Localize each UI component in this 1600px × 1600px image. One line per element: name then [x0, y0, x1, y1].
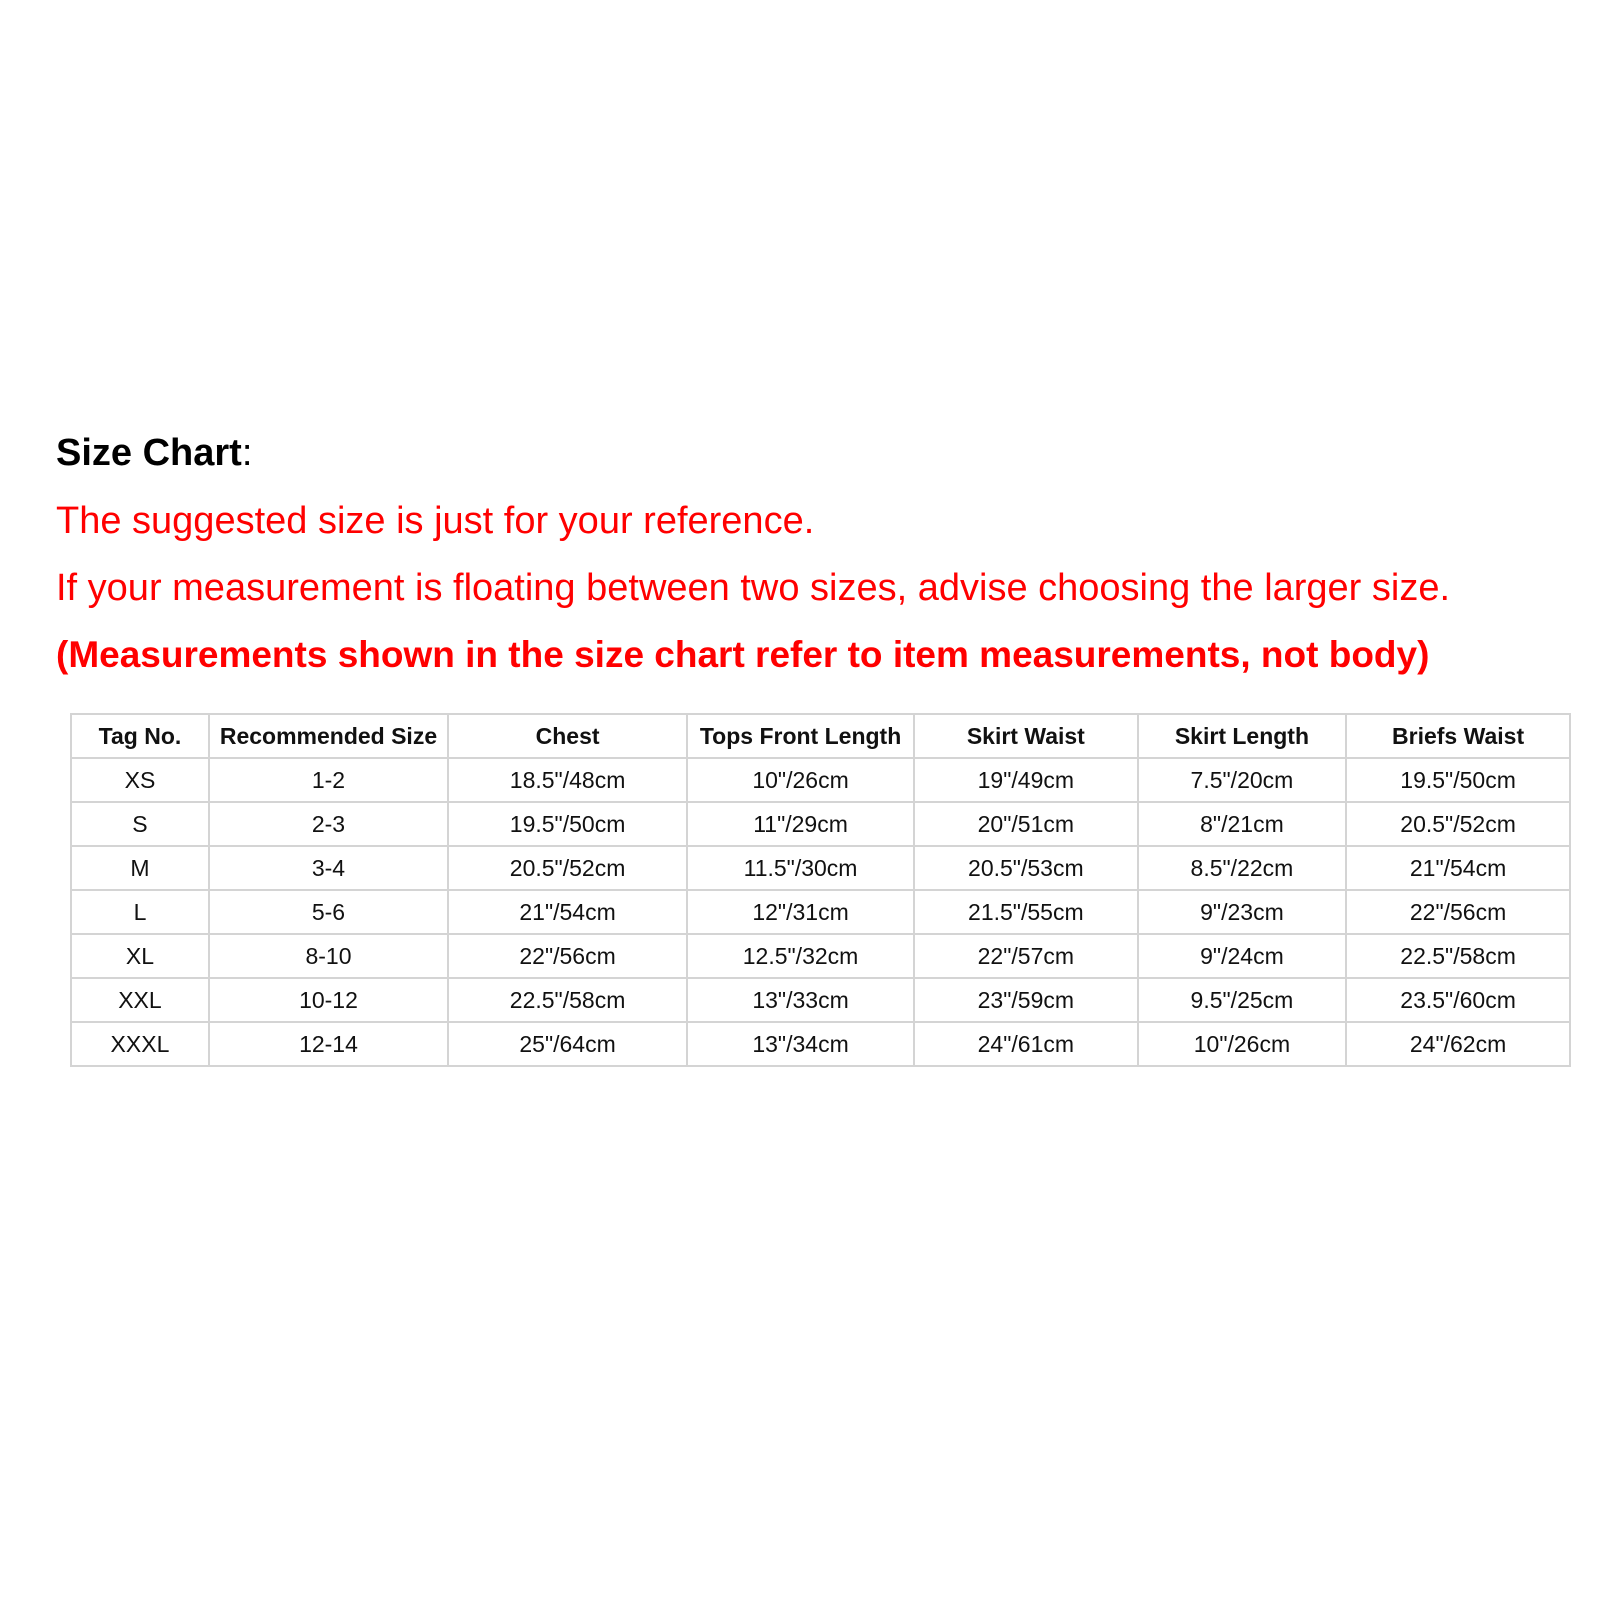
cell-briefs-waist: 20.5"/52cm	[1346, 802, 1570, 846]
cell-chest: 19.5"/50cm	[448, 802, 687, 846]
table-row	[71, 846, 1570, 890]
column-header-chest: Chest	[448, 714, 687, 758]
cell-tops-front-length: 13"/34cm	[687, 1022, 914, 1066]
cell-chest: 25"/64cm	[448, 1022, 687, 1066]
cell-tops-front-length: 12"/31cm	[687, 890, 914, 934]
cell-briefs-waist: 22.5"/58cm	[1346, 934, 1570, 978]
cell-skirt-waist: 22"/57cm	[914, 934, 1138, 978]
cell-tag-no: XS	[71, 758, 209, 802]
reference-note: The suggested size is just for your reference.	[56, 500, 815, 542]
table-row	[71, 1022, 1570, 1066]
cell-briefs-waist: 24"/62cm	[1346, 1022, 1570, 1066]
cell-briefs-waist: 23.5"/60cm	[1346, 978, 1570, 1022]
cell-tops-front-length: 12.5"/32cm	[687, 934, 914, 978]
cell-skirt-waist: 19"/49cm	[914, 758, 1138, 802]
cell-briefs-waist: 21"/54cm	[1346, 846, 1570, 890]
cell-tag-no: XL	[71, 934, 209, 978]
cell-skirt-waist: 24"/61cm	[914, 1022, 1138, 1066]
cell-skirt-waist: 20"/51cm	[914, 802, 1138, 846]
column-header-tag-no: Tag No.	[71, 714, 209, 758]
table-row	[71, 890, 1570, 934]
cell-recommended-size: 10-12	[209, 978, 448, 1022]
cell-skirt-length: 8.5"/22cm	[1138, 846, 1346, 890]
sizing-advice-note: If your measurement is floating between two sizes, advise choosing the larger size.	[56, 567, 1451, 609]
cell-briefs-waist: 22"/56cm	[1346, 890, 1570, 934]
cell-chest: 22"/56cm	[448, 934, 687, 978]
column-header-skirt-waist: Skirt Waist	[914, 714, 1138, 758]
table-row	[71, 978, 1570, 1022]
cell-tag-no: XXL	[71, 978, 209, 1022]
column-header-recommended-size: Recommended Size	[209, 714, 448, 758]
measurement-disclaimer: (Measurements shown in the size chart refer to item measurements, not body)	[56, 634, 1430, 675]
page-title-colon: :	[241, 432, 253, 474]
table-row	[71, 802, 1570, 846]
table-row	[71, 934, 1570, 978]
cell-recommended-size: 12-14	[209, 1022, 448, 1066]
cell-skirt-waist: 21.5"/55cm	[914, 890, 1138, 934]
cell-tops-front-length: 11.5"/30cm	[687, 846, 914, 890]
cell-skirt-length: 9.5"/25cm	[1138, 978, 1346, 1022]
cell-skirt-length: 10"/26cm	[1138, 1022, 1346, 1066]
page-title-text: Size Chart	[56, 432, 242, 474]
cell-skirt-length: 7.5"/20cm	[1138, 758, 1346, 802]
cell-skirt-length: 9"/23cm	[1138, 890, 1346, 934]
cell-tag-no: XXXL	[71, 1022, 209, 1066]
cell-skirt-waist: 23"/59cm	[914, 978, 1138, 1022]
cell-tag-no: L	[71, 890, 209, 934]
cell-briefs-waist: 19.5"/50cm	[1346, 758, 1570, 802]
cell-chest: 22.5"/58cm	[448, 978, 687, 1022]
cell-chest: 18.5"/48cm	[448, 758, 687, 802]
table-row	[71, 758, 1570, 802]
cell-tops-front-length: 13"/33cm	[687, 978, 914, 1022]
cell-chest: 20.5"/52cm	[448, 846, 687, 890]
column-header-skirt-length: Skirt Length	[1138, 714, 1346, 758]
cell-recommended-size: 1-2	[209, 758, 448, 802]
page-title	[56, 434, 252, 472]
cell-tag-no: M	[71, 846, 209, 890]
cell-skirt-length: 8"/21cm	[1138, 802, 1346, 846]
cell-tag-no: S	[71, 802, 209, 846]
cell-chest: 21"/54cm	[448, 890, 687, 934]
table-header-row	[71, 714, 1570, 758]
column-header-briefs-waist: Briefs Waist	[1346, 714, 1570, 758]
size-chart-table	[70, 713, 1571, 1067]
column-header-tops-front-length: Tops Front Length	[687, 714, 914, 758]
cell-skirt-waist: 20.5"/53cm	[914, 846, 1138, 890]
table-body	[71, 758, 1570, 1066]
cell-recommended-size: 8-10	[209, 934, 448, 978]
cell-recommended-size: 5-6	[209, 890, 448, 934]
cell-recommended-size: 2-3	[209, 802, 448, 846]
cell-tops-front-length: 10"/26cm	[687, 758, 914, 802]
cell-skirt-length: 9"/24cm	[1138, 934, 1346, 978]
cell-recommended-size: 3-4	[209, 846, 448, 890]
cell-tops-front-length: 11"/29cm	[687, 802, 914, 846]
